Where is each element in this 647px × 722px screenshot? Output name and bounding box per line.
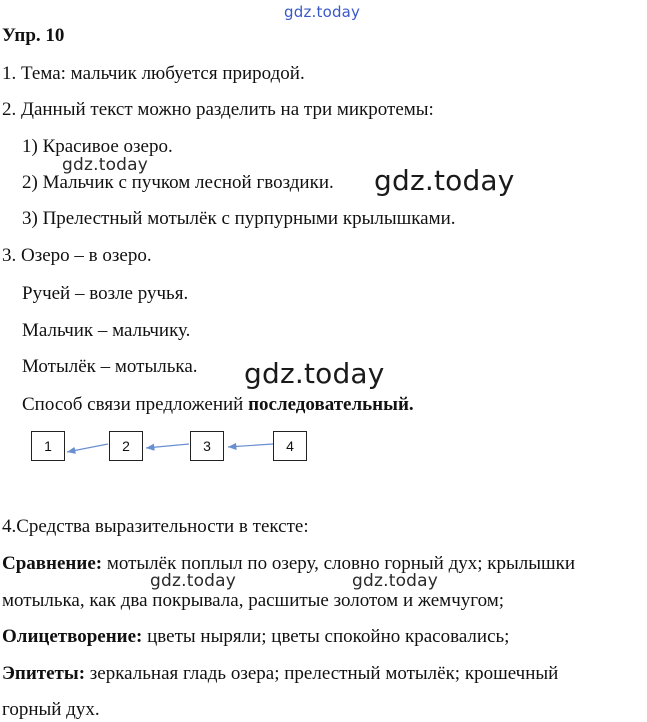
chain-line-1: 3. Озеро – в озеро. [2,245,152,266]
microtopic-2: 2) Мальчик с пучком лесной гвоздики. [22,172,334,193]
watermark: gdz.today [374,164,515,197]
chain-line-3: Мальчик – мальчику. [22,320,191,341]
epithets-line [2,663,558,685]
epithets-label: Эпитеты: [2,663,86,684]
personification-label: Олицетворение: [2,626,143,647]
watermark: gdz.today [244,357,385,390]
microtopics-heading: 2. Данный текст можно разделить на три микротемы: [2,99,434,120]
theme-line: 1. Тема: мальчик любуется природой. [2,63,305,84]
arrow-3-to-2 [146,444,189,448]
chain-line-2: Ручей – возле ручья. [22,283,189,304]
epithets-line-cont: горный дух. [2,699,100,720]
chain-box-4: 4 [273,431,307,461]
arrow-4-to-3 [228,444,273,447]
microtopic-3: 3) Прелестный мотылёк с пурпурными крылышками. [22,208,456,229]
microtopic-1: 1) Красивое озеро. [22,136,173,157]
personification-text: цветы ныряли; цветы спокойно красовались; [142,626,510,647]
comparison-text: мотылёк поплыл по озеру, словно горный дух; крылышки [102,553,576,574]
page-title: Упр. 10 [2,25,65,46]
epithets-text: зеркальная гладь озера; прелестный мотылёк; крошечный [85,663,559,684]
connection-method-prefix: Способ связи предложений [22,394,249,415]
personification-line [2,626,509,648]
connection-method-value: последовательный. [248,394,414,415]
watermark: gdz.today [284,3,361,21]
comparison-line [2,553,575,575]
chain-box-1: 1 [31,431,65,461]
chain-box-2: 2 [109,431,143,461]
expressive-means-heading: 4.Средства выразительности в тексте: [2,516,309,537]
watermark: gdz.today [62,155,149,175]
comparison-label: Сравнение: [2,553,103,574]
arrow-2-to-1 [67,444,108,452]
chain-line-4: Мотылёк – мотылька. [22,356,198,377]
comparison-line-cont: мотылька, как два покрывала, расшитые золотом и жемчугом; [2,590,505,611]
watermark: gdz.today [352,571,439,591]
chain-box-3: 3 [190,431,224,461]
watermark: gdz.today [150,571,237,591]
